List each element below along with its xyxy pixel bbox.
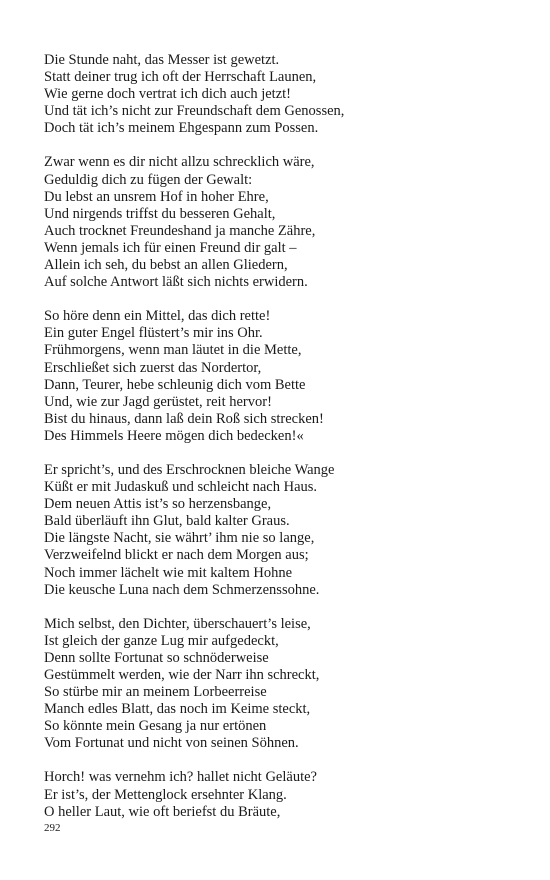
verse-line: Küßt er mit Judaskuß und schleicht nach Haus.	[44, 479, 318, 496]
verse-line: Geduldig dich zu fügen der Gewalt:	[44, 171, 253, 188]
verse-line: Vom Fortunat und nicht von seinen Söhnen.	[44, 735, 299, 752]
stanza-2	[44, 154, 524, 291]
verse-line: Verzweifelnd blickt er nach dem Morgen aus;	[44, 547, 309, 564]
verse-line: So höre denn ein Mittel, das dich rette!	[44, 308, 271, 325]
poem-body	[44, 52, 524, 838]
stanza-4	[44, 462, 524, 599]
verse-line: Dem neuen Attis ist’s so herzensbange,	[44, 496, 272, 513]
verse-line: Wenn jemals ich für einen Freund dir galt –	[44, 239, 297, 256]
verse-line: So stürbe mir an meinem Lorbeerreise	[44, 684, 267, 701]
verse-line: Horch! was vernehm ich? hallet nicht Geläute?	[44, 769, 317, 786]
verse-line: Und, wie zur Jagd gerüstet, reit hervor!	[44, 393, 272, 410]
verse-line: Die längste Nacht, sie währt’ ihm nie so lange,	[44, 530, 315, 547]
verse-line: Erschließet sich zuerst das Nordertor,	[44, 359, 262, 376]
verse-line: O heller Laut, wie oft beriefst du Bräute,	[44, 803, 281, 820]
verse-line: Auf solche Antwort läßt sich nichts erwidern.	[44, 274, 308, 291]
verse-line: Die keusche Luna nach dem Schmerzenssohne.	[44, 581, 320, 598]
verse-line: Und tät ich’s nicht zur Freundschaft dem Genossen,	[44, 103, 345, 120]
verse-line: Denn sollte Fortunat so schnöderweise	[44, 649, 269, 666]
stanza-3	[44, 308, 524, 445]
verse-line: Noch immer lächelt wie mit kaltem Hohne	[44, 564, 293, 581]
verse-line: Er spricht’s, und des Erschrocknen bleiche Wange	[44, 461, 335, 478]
verse-line: Wie gerne doch vertrat ich dich auch jetzt!	[44, 86, 292, 103]
verse-line: Ein guter Engel flüstert’s mir ins Ohr.	[44, 325, 263, 342]
verse-line: Doch tät ich’s meinem Ehgespann zum Possen.	[44, 120, 319, 137]
verse-line: Dann, Teurer, hebe schleunig dich vom Bette	[44, 376, 306, 393]
verse-line: Und nirgends triffst du besseren Gehalt,	[44, 205, 276, 222]
verse-line: Frühmorgens, wenn man läutet in die Mette,	[44, 342, 302, 359]
verse-line: Bald überläuft ihn Glut, bald kalter Graus.	[44, 513, 290, 530]
verse-line: Bist du hinaus, dann laß dein Roß sich strecken!	[44, 410, 324, 427]
verse-line: Ist gleich der ganze Lug mir aufgedeckt,	[44, 632, 279, 649]
page-number: 292	[44, 822, 61, 834]
verse-line: Auch trocknet Freundeshand ja manche Zähre,	[44, 222, 316, 239]
verse-line: Die Stunde naht, das Messer ist gewetzt.	[44, 52, 280, 68]
verse-line: Mich selbst, den Dichter, überschauert’s leise,	[44, 615, 311, 632]
verse-line: Manch edles Blatt, das noch im Keime steckt,	[44, 701, 311, 718]
verse-line: So könnte mein Gesang ja nur ertönen	[44, 718, 267, 735]
stanza-1	[44, 52, 524, 137]
verse-line: Gestümmelt werden, wie der Narr ihn schreckt,	[44, 667, 320, 683]
stanza-5	[44, 616, 524, 753]
verse-line: Du lebst an unsrem Hof in hoher Ehre,	[44, 188, 269, 205]
verse-line: Zwar wenn es dir nicht allzu schrecklich wäre,	[44, 154, 315, 171]
verse-line: Statt deiner trug ich oft der Herrschaft Launen,	[44, 69, 317, 86]
verse-line: Des Himmels Heere mögen dich bedecken!«	[44, 427, 304, 444]
verse-line: Allein ich seh, du bebst an allen Gliedern,	[44, 257, 288, 274]
verse-line: Er ist’s, der Mettenglock ersehnter Klang.	[44, 786, 287, 803]
stanza-6	[44, 769, 524, 820]
